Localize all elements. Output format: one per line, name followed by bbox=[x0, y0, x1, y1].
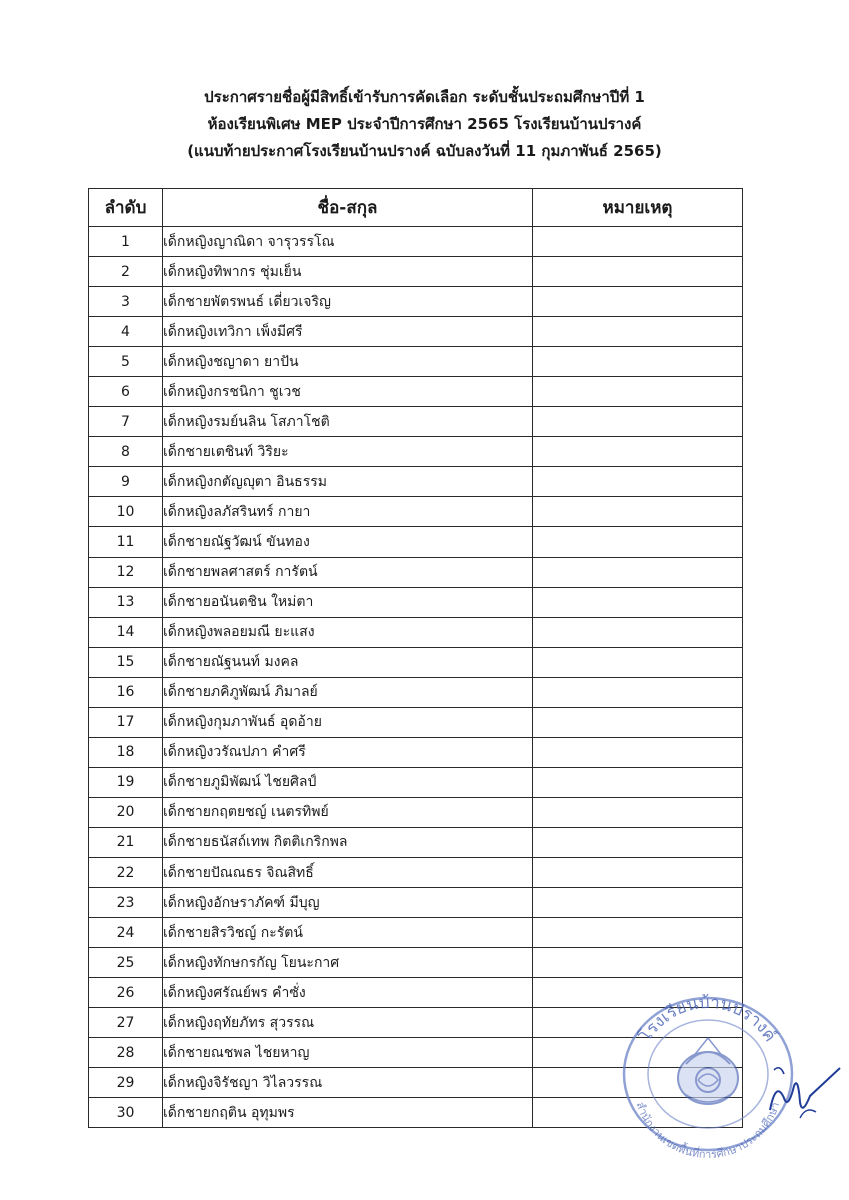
student-name: เด็กชายภคิภูพัฒน์ ภิมาลย์ bbox=[163, 677, 533, 707]
row-number: 23 bbox=[89, 888, 163, 918]
table-row bbox=[89, 647, 743, 677]
seal-text-top: โรงเรียนบ้านปรางค์ bbox=[635, 992, 781, 1046]
student-name: เด็กหญิงกตัญญุตา อินธรรม bbox=[163, 467, 533, 497]
row-number: 28 bbox=[89, 1038, 163, 1068]
row-number: 5 bbox=[89, 347, 163, 377]
table-row bbox=[89, 317, 743, 347]
student-name: เด็กหญิงวรัณปภา คำศรี bbox=[163, 737, 533, 767]
row-number: 21 bbox=[89, 827, 163, 857]
table-row bbox=[89, 347, 743, 377]
row-number: 26 bbox=[89, 978, 163, 1008]
remark-cell bbox=[533, 287, 743, 317]
row-number: 1 bbox=[89, 227, 163, 257]
remark-cell bbox=[533, 377, 743, 407]
row-number: 7 bbox=[89, 407, 163, 437]
student-name: เด็กหญิงอักษราภัคฑ์ มีบุญ bbox=[163, 888, 533, 918]
row-number: 14 bbox=[89, 617, 163, 647]
row-number: 12 bbox=[89, 557, 163, 587]
announcement-header bbox=[0, 84, 849, 165]
row-number: 20 bbox=[89, 797, 163, 827]
remark-cell bbox=[533, 737, 743, 767]
row-number: 18 bbox=[89, 737, 163, 767]
table-row bbox=[89, 737, 743, 767]
row-number: 24 bbox=[89, 918, 163, 948]
remark-cell bbox=[533, 677, 743, 707]
student-name: เด็กชายกฤติน อุทุมพร bbox=[163, 1098, 533, 1128]
seal-text-bottom: สำนักงานเขตพื้นที่การศึกษาประถมศึกษา bbox=[633, 1100, 783, 1158]
row-number: 29 bbox=[89, 1068, 163, 1098]
student-name: เด็กหญิงลภัสรินทร์ กายา bbox=[163, 497, 533, 527]
row-number: 17 bbox=[89, 707, 163, 737]
row-number: 6 bbox=[89, 377, 163, 407]
student-name: เด็กหญิงกุมภาพันธ์ อุดอ้าย bbox=[163, 707, 533, 737]
row-number: 11 bbox=[89, 527, 163, 557]
student-name: เด็กหญิงพลอยมณี ยะแสง bbox=[163, 617, 533, 647]
table-row bbox=[89, 677, 743, 707]
table-row bbox=[89, 707, 743, 737]
student-name: เด็กหญิงชญาดา ยาปัน bbox=[163, 347, 533, 377]
row-number: 4 bbox=[89, 317, 163, 347]
remark-cell bbox=[533, 347, 743, 377]
row-number: 19 bbox=[89, 767, 163, 797]
table-row bbox=[89, 918, 743, 948]
table-row bbox=[89, 557, 743, 587]
column-header-remark: หมายเหตุ bbox=[533, 189, 743, 227]
row-number: 22 bbox=[89, 857, 163, 887]
table-row bbox=[89, 467, 743, 497]
table-row bbox=[89, 617, 743, 647]
table-row bbox=[89, 497, 743, 527]
seal-emblem-icon bbox=[678, 1038, 738, 1104]
student-name: เด็กชายณชพล ไชยหาญ bbox=[163, 1038, 533, 1068]
row-number: 13 bbox=[89, 587, 163, 617]
table-header-row bbox=[89, 189, 743, 227]
student-name: เด็กหญิงกรชนิกา ชูเวช bbox=[163, 377, 533, 407]
remark-cell bbox=[533, 918, 743, 948]
remark-cell bbox=[533, 587, 743, 617]
remark-cell bbox=[533, 948, 743, 978]
student-name: เด็กหญิงญาณิดา จารุวรรโณ bbox=[163, 227, 533, 257]
remark-cell bbox=[533, 857, 743, 887]
remark-cell bbox=[533, 467, 743, 497]
student-name: เด็กหญิงศรัณย์พร คำซั่ง bbox=[163, 978, 533, 1008]
table-row bbox=[89, 948, 743, 978]
row-number: 27 bbox=[89, 1008, 163, 1038]
remark-cell bbox=[533, 827, 743, 857]
student-name: เด็กหญิงทิพากร ชุ่มเย็น bbox=[163, 257, 533, 287]
row-number: 16 bbox=[89, 677, 163, 707]
table-row bbox=[89, 797, 743, 827]
table-row bbox=[89, 407, 743, 437]
remark-cell bbox=[533, 497, 743, 527]
remark-cell bbox=[533, 407, 743, 437]
column-header-name: ชื่อ-สกุล bbox=[163, 189, 533, 227]
student-name: เด็กชายอนันตชิน ใหม่ตา bbox=[163, 587, 533, 617]
student-name: เด็กชายเตชินท์ วิริยะ bbox=[163, 437, 533, 467]
student-name: เด็กชายสิรวิชญ์ กะรัตน์ bbox=[163, 918, 533, 948]
signature-mark bbox=[740, 1040, 845, 1130]
student-name: เด็กชายธนัสถ์เทพ กิตติเกริกพล bbox=[163, 827, 533, 857]
remark-cell bbox=[533, 617, 743, 647]
table-row bbox=[89, 888, 743, 918]
student-name: เด็กชายกฤตยชญ์ เนตรทิพย์ bbox=[163, 797, 533, 827]
table-row bbox=[89, 287, 743, 317]
header-line-1: ประกาศรายชื่อผู้มีสิทธิ์เข้ารับการคัดเลือก ระดับชั้นประถมศึกษาปีที่ 1 bbox=[204, 88, 645, 106]
table-row bbox=[89, 527, 743, 557]
row-number: 2 bbox=[89, 257, 163, 287]
header-line-3: (แนบท้ายประกาศโรงเรียนบ้านปรางค์ ฉบับลงวันที่ 11 กุมภาพันธ์ 2565) bbox=[187, 142, 662, 160]
remark-cell bbox=[533, 707, 743, 737]
column-header-order: ลำดับ bbox=[89, 189, 163, 227]
remark-cell bbox=[533, 437, 743, 467]
table-row bbox=[89, 857, 743, 887]
remark-cell bbox=[533, 227, 743, 257]
header-line-2: ห้องเรียนพิเศษ MEP ประจำปีการศึกษา 2565 โรงเรียนบ้านปรางค์ bbox=[207, 115, 642, 133]
remark-cell bbox=[533, 767, 743, 797]
table-row bbox=[89, 587, 743, 617]
student-name: เด็กหญิงเทวิกา เพ็งมีศรี bbox=[163, 317, 533, 347]
table-row bbox=[89, 227, 743, 257]
table-row bbox=[89, 377, 743, 407]
remark-cell bbox=[533, 647, 743, 677]
remark-cell bbox=[533, 797, 743, 827]
student-name: เด็กหญิงรมย์นลิน โสภาโชติ bbox=[163, 407, 533, 437]
student-name: เด็กชายภูมิพัฒน์ ไชยศิลป์ bbox=[163, 767, 533, 797]
remark-cell bbox=[533, 527, 743, 557]
table-row bbox=[89, 767, 743, 797]
student-name: เด็กชายพลศาสตร์ การัตน์ bbox=[163, 557, 533, 587]
student-name: เด็กชายพัตรพนธ์ เดี่ยวเจริญ bbox=[163, 287, 533, 317]
table-row bbox=[89, 437, 743, 467]
student-name: เด็กหญิงจิรัชญา วิไลวรรณ bbox=[163, 1068, 533, 1098]
remark-cell bbox=[533, 257, 743, 287]
remark-cell bbox=[533, 317, 743, 347]
row-number: 3 bbox=[89, 287, 163, 317]
student-name: เด็กหญิงฤทัยภัทร สุวรรณ bbox=[163, 1008, 533, 1038]
student-name: เด็กหญิงทักษกรกัญ โยนะกาศ bbox=[163, 948, 533, 978]
student-name: เด็กชายณัฐวัฒน์ ขันทอง bbox=[163, 527, 533, 557]
row-number: 8 bbox=[89, 437, 163, 467]
row-number: 15 bbox=[89, 647, 163, 677]
remark-cell bbox=[533, 557, 743, 587]
row-number: 30 bbox=[89, 1098, 163, 1128]
row-number: 9 bbox=[89, 467, 163, 497]
table-row bbox=[89, 257, 743, 287]
table-row bbox=[89, 827, 743, 857]
row-number: 25 bbox=[89, 948, 163, 978]
remark-cell bbox=[533, 888, 743, 918]
row-number: 10 bbox=[89, 497, 163, 527]
student-name: เด็กชายปัณณธร จิณสิทธิ์ bbox=[163, 857, 533, 887]
student-name: เด็กชายณัฐนนท์ มงคล bbox=[163, 647, 533, 677]
